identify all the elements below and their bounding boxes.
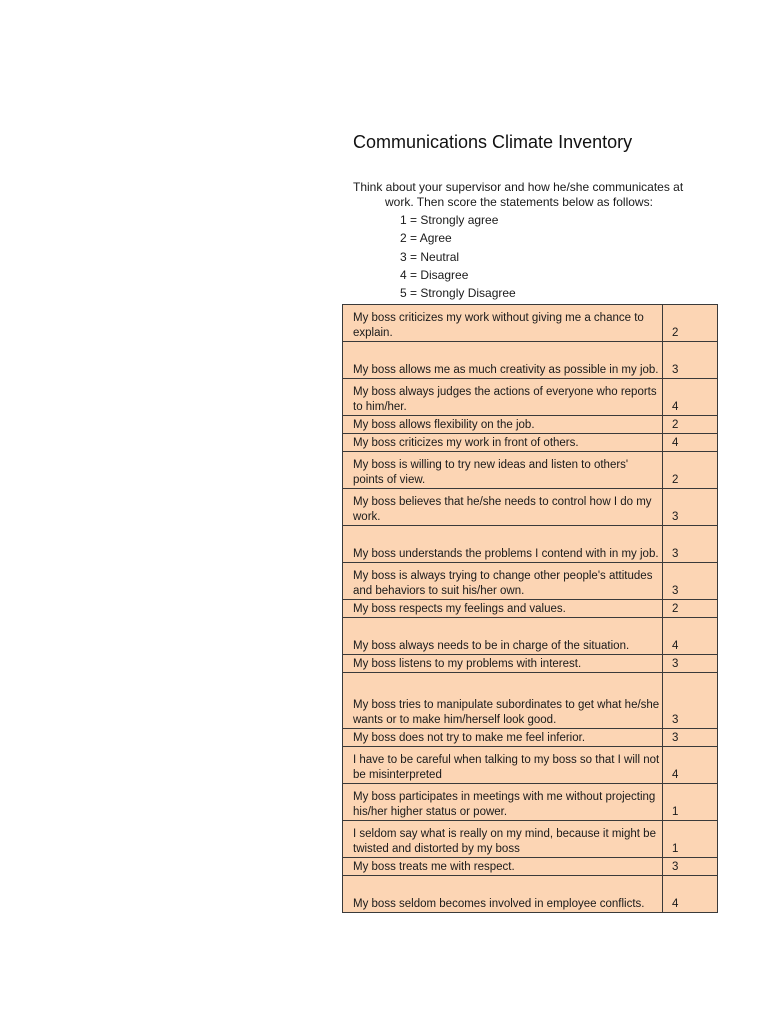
score-cell: 2 — [663, 305, 718, 342]
table-row — [343, 655, 718, 673]
table-row — [343, 416, 718, 434]
statement-cell: My boss is always trying to change other people's attitudes and behaviors to suit his/her own. — [343, 563, 663, 600]
table-row — [343, 747, 718, 784]
table-row — [343, 342, 718, 379]
table-row — [343, 784, 718, 821]
instructions-line-1: Think about your supervisor and how he/she communicates at — [353, 180, 684, 194]
scale-item: 3 = Neutral — [400, 249, 460, 264]
score-cell: 3 — [663, 526, 718, 563]
score-cell: 4 — [663, 434, 718, 452]
score-cell: 2 — [663, 416, 718, 434]
statement-cell: My boss seldom becomes involved in employee conflicts. — [343, 876, 663, 913]
page-title: Communications Climate Inventory — [353, 132, 633, 152]
score-cell: 1 — [663, 821, 718, 858]
score-cell: 3 — [663, 655, 718, 673]
statement-cell: My boss treats me with respect. — [343, 858, 663, 876]
statement-cell: I have to be careful when talking to my boss so that I will not be misinterpreted — [343, 747, 663, 784]
score-cell: 3 — [663, 342, 718, 379]
table-row — [343, 729, 718, 747]
score-cell: 4 — [663, 747, 718, 784]
score-cell: 3 — [663, 729, 718, 747]
score-cell: 2 — [663, 452, 718, 489]
table-row — [343, 434, 718, 452]
scale-item: 5 = Strongly Disagree — [400, 286, 516, 301]
statement-cell: My boss is willing to try new ideas and listen to others' points of view. — [343, 452, 663, 489]
statement-cell: My boss tries to manipulate subordinates to get what he/she wants or to make him/herself look good. — [343, 673, 663, 729]
score-cell: 3 — [663, 563, 718, 600]
table-row — [343, 618, 718, 655]
score-cell: 4 — [663, 876, 718, 913]
statement-cell: My boss believes that he/she needs to control how I do my work. — [343, 489, 663, 526]
table-row — [343, 858, 718, 876]
statement-cell: My boss does not try to make me feel inferior. — [343, 729, 663, 747]
statement-cell: My boss participates in meetings with me without projecting his/her higher status or power. — [343, 784, 663, 821]
statement-cell: My boss listens to my problems with interest. — [343, 655, 663, 673]
score-cell: 1 — [663, 784, 718, 821]
scale-item: 1 = Strongly agree — [400, 213, 499, 227]
score-cell: 3 — [663, 489, 718, 526]
table-row — [343, 563, 718, 600]
statement-cell: My boss always judges the actions of everyone who reports to him/her. — [343, 379, 663, 416]
table-row — [343, 673, 718, 729]
table-row — [343, 821, 718, 858]
statement-cell: My boss criticizes my work in front of others. — [343, 434, 663, 452]
table-row — [343, 305, 718, 342]
statement-cell: My boss criticizes my work without giving me a chance to explain. — [343, 305, 663, 342]
statement-cell: My boss understands the problems I contend with in my job. — [343, 526, 663, 563]
table-row — [343, 379, 718, 416]
statement-cell: My boss always needs to be in charge of the situation. — [343, 618, 663, 655]
statement-cell: My boss allows flexibility on the job. — [343, 416, 663, 434]
table-row — [343, 600, 718, 618]
instructions — [353, 180, 733, 210]
survey-table — [342, 304, 718, 913]
score-cell: 3 — [663, 673, 718, 729]
scale-item: 4 = Disagree — [400, 267, 469, 282]
statement-cell: My boss respects my feelings and values. — [343, 600, 663, 618]
score-cell: 4 — [663, 379, 718, 416]
scale-item: 2 = Agree — [400, 231, 452, 246]
statement-cell: I seldom say what is really on my mind, because it might be twisted and distorted by my boss — [343, 821, 663, 858]
table-row — [343, 876, 718, 913]
statement-cell: My boss allows me as much creativity as possible in my job. — [343, 342, 663, 379]
score-cell: 3 — [663, 858, 718, 876]
table-row — [343, 452, 718, 489]
instructions-line-2: work. Then score the statements below as follows: — [385, 195, 653, 209]
table-row — [343, 489, 718, 526]
rating-scale — [400, 211, 516, 302]
score-cell: 2 — [663, 600, 718, 618]
score-cell: 4 — [663, 618, 718, 655]
table-row — [343, 526, 718, 563]
